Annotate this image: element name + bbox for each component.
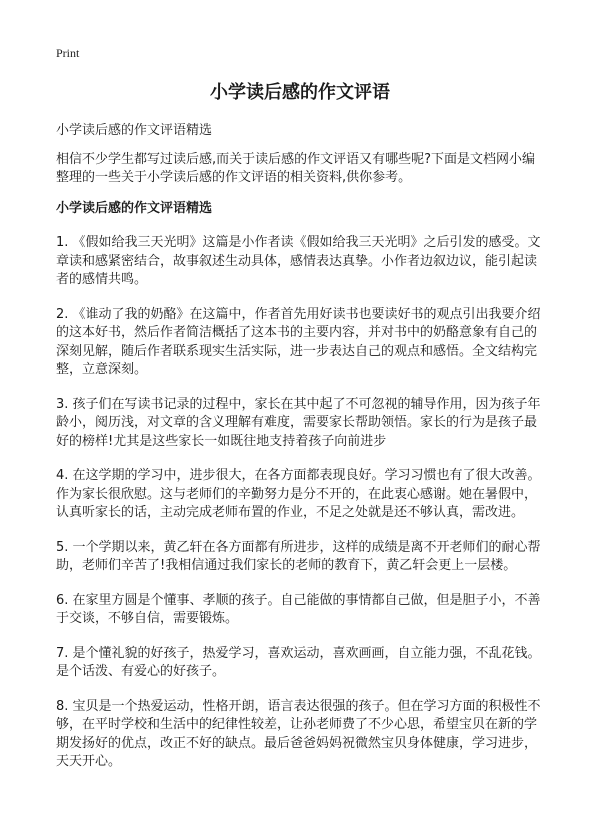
list-item: 8. 宝贝是一个热爱运动，性格开朗，语言表达很强的孩子。但在学习方面的积极性不够，在平时学校和生活中的纪律性较差，让孙老师费了不少心思，希望宝贝在新的学期发扬好的优点，改正不好的缺点。最后爸爸妈妈祝微然宝贝身体健康，学习进步，天天开心。	[56, 698, 541, 769]
list-item: 1. 《假如给我三天光明》这篇是小作者读《假如给我三天光明》之后引发的感受。文章读和感紧密结合，故事叙述生动具体，感情表达真挚。小作者边叙边议，能引起读者的感情共鸣。	[56, 235, 541, 287]
comment-list	[56, 234, 546, 788]
print-link[interactable]: Print	[56, 46, 80, 60]
section-heading: 小学读后感的作文评语精选	[56, 201, 213, 216]
list-item: 2. 《谁动了我的奶酪》在这篇中，作者首先用好读书也要读好书的观点引出我要介绍的这本好书，然后作者简洁概括了这本书的主要内容，并对书中的奶酪意象有自己的深刻见解，随后作者联系现实生活实际，进一步表达自己的观点和感悟。全文结构完整，立意深刻。	[56, 306, 541, 377]
list-item: 4. 在这学期的学习中，进步很大，在各方面都表现良好。学习习惯也有了很大改善。作为家长很欣慰。这与老师们的辛勤努力是分不开的，在此衷心感谢。她在暑假中，认真听家长的话，主动完成老师布置的作业，不足之处就是还不够认真，需改进。	[56, 468, 541, 520]
list-item: 3. 孩子们在写读书记录的过程中，家长在其中起了不可忽视的辅导作用，因为孩子年龄小，阅历浅，对文章的含义理解有难度，需要家长帮助领悟。家长的行为是孩子最好的榜样!尤其是这些家长一如既往地支持着孩子向前进步	[56, 396, 541, 449]
list-item: 5. 一个学期以来，黄乙轩在各方面都有所进步，这样的成绩是离不开老师们的耐心帮助，老师们辛苦了!我相信通过我们家长的老师的教育下，黄乙轩会更上一层楼。	[56, 539, 541, 573]
page-title: 小学读后感的作文评语	[210, 82, 390, 103]
list-item: 7. 是个懂礼貌的好孩子，热爱学习，喜欢运动，喜欢画画，自立能力强，不乱花钱。是个话泼、有爱心的好孩子。	[56, 645, 541, 679]
subtitle: 小学读后感的作文评语精选	[56, 123, 213, 138]
list-item: 6. 在家里方圆是个懂事、孝顺的孩子。自己能做的事情都自己做，但是胆子小，不善于交谈，不够自信，需要锻炼。	[56, 592, 541, 626]
intro-paragraph: 相信不少学生都写过读后感,而关于读后感的作文评语又有哪些呢?下面是文档网小编整理的一些关于小学读后感的作文评语的相关资料,供你参考。	[56, 152, 536, 185]
